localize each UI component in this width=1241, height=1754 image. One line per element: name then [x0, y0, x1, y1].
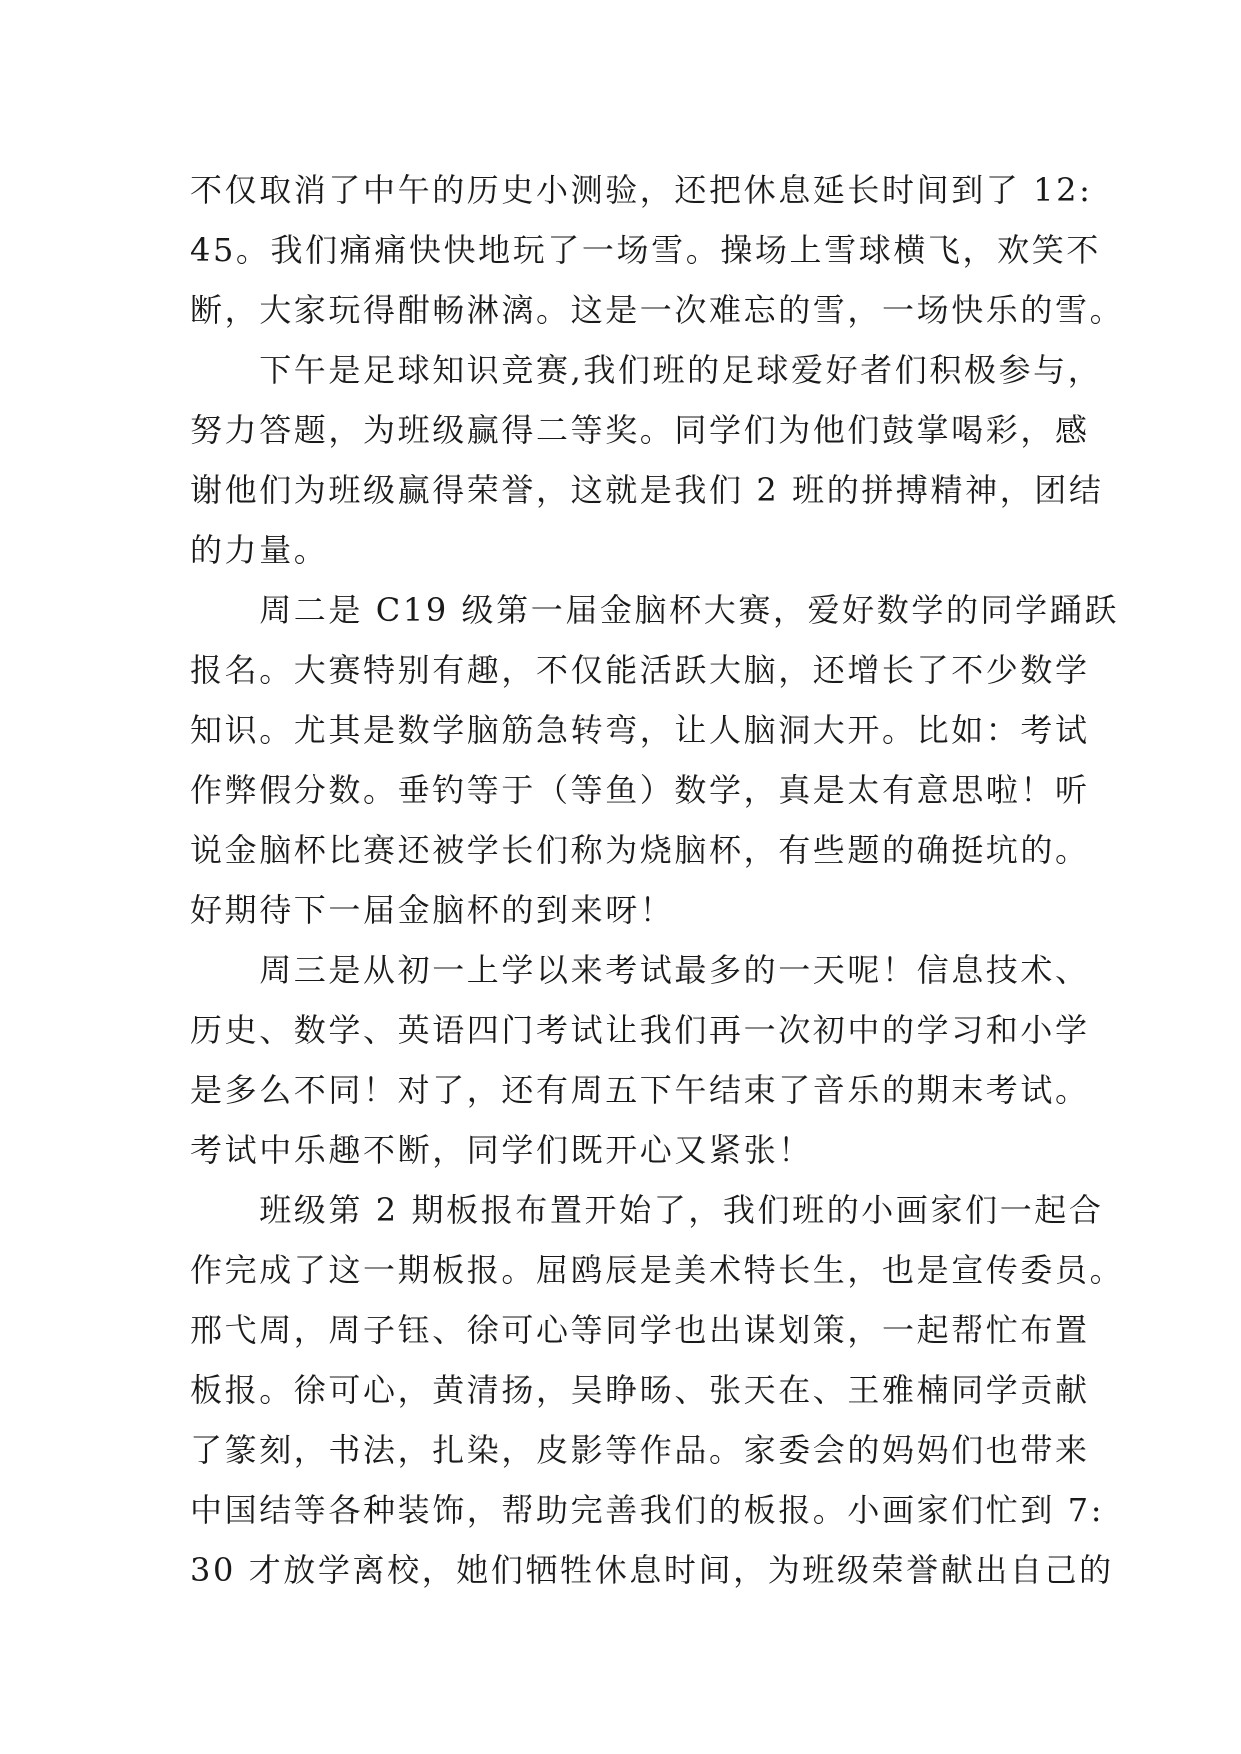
text-line: 谢他们为班级赢得荣誉，这就是我们 2 班的拼搏精神，团结 [190, 471, 1104, 509]
text-line: 历史、数学、英语四门考试让我们再一次初中的学习和小学 [190, 1011, 1090, 1049]
text-line: 30 才放学离校，她们牺牲休息时间，为班级荣誉献出自己的 [190, 1551, 1114, 1589]
text-line: 45。我们痛痛快快地玩了一场雪。操场上雪球横飞，欢笑不 [190, 231, 1101, 269]
text-line: 了篆刻，书法，扎染，皮影等作品。家委会的妈妈们也带来 [190, 1431, 1090, 1469]
text-line: 的力量。 [190, 531, 329, 569]
text-line: 中国结等各种装饰，帮助完善我们的板报。小画家们忙到 7: [190, 1491, 1105, 1529]
text-line: 下午是足球知识竞赛,我们班的足球爱好者们积极参与， [190, 351, 1103, 389]
text-line: 说金脑杯比赛还被学长们称为烧脑杯，有些题的确挺坑的。 [190, 831, 1090, 869]
text-line: 班级第 2 期板报布置开始了，我们班的小画家们一起合 [190, 1191, 1104, 1229]
text-line: 作弊假分数。垂钓等于（等鱼）数学，真是太有意思啦！听 [190, 771, 1090, 809]
text-line: 作完成了这一期板报。屈鸥辰是美术特长生，也是宣传委员。 [190, 1251, 1125, 1289]
text-line: 断，大家玩得酣畅淋漓。这是一次难忘的雪，一场快乐的雪。 [190, 291, 1125, 329]
text-line: 周二是 C19 级第一届金脑杯大赛，爱好数学的同学踊跃 [190, 591, 1119, 629]
text-line: 努力答题，为班级赢得二等奖。同学们为他们鼓掌喝彩，感 [190, 411, 1090, 449]
text-line: 周三是从初一上学以来考试最多的一天呢！信息技术、 [190, 951, 1090, 989]
text-line: 考试中乐趣不断，同学们既开心又紧张！ [190, 1131, 813, 1169]
text-line: 不仅取消了中午的历史小测验，还把休息延长时间到了 12: [190, 171, 1093, 209]
text-line: 报名。大赛特别有趣，不仅能活跃大脑，还增长了不少数学 [190, 651, 1090, 689]
document-body [190, 160, 1125, 1600]
text-line: 知识。尤其是数学脑筋急转弯，让人脑洞大开。比如：考试 [190, 711, 1090, 749]
text-line: 邢弋周，周子钰、徐可心等同学也出谋划策，一起帮忙布置 [190, 1311, 1090, 1349]
text-line: 板报。徐可心，黄清扬，吴睁旸、张天在、王雅楠同学贡献 [190, 1371, 1090, 1409]
text-line: 是多么不同！对了，还有周五下午结束了音乐的期末考试。 [190, 1071, 1090, 1109]
text-line: 好期待下一届金脑杯的到来呀！ [190, 891, 675, 929]
